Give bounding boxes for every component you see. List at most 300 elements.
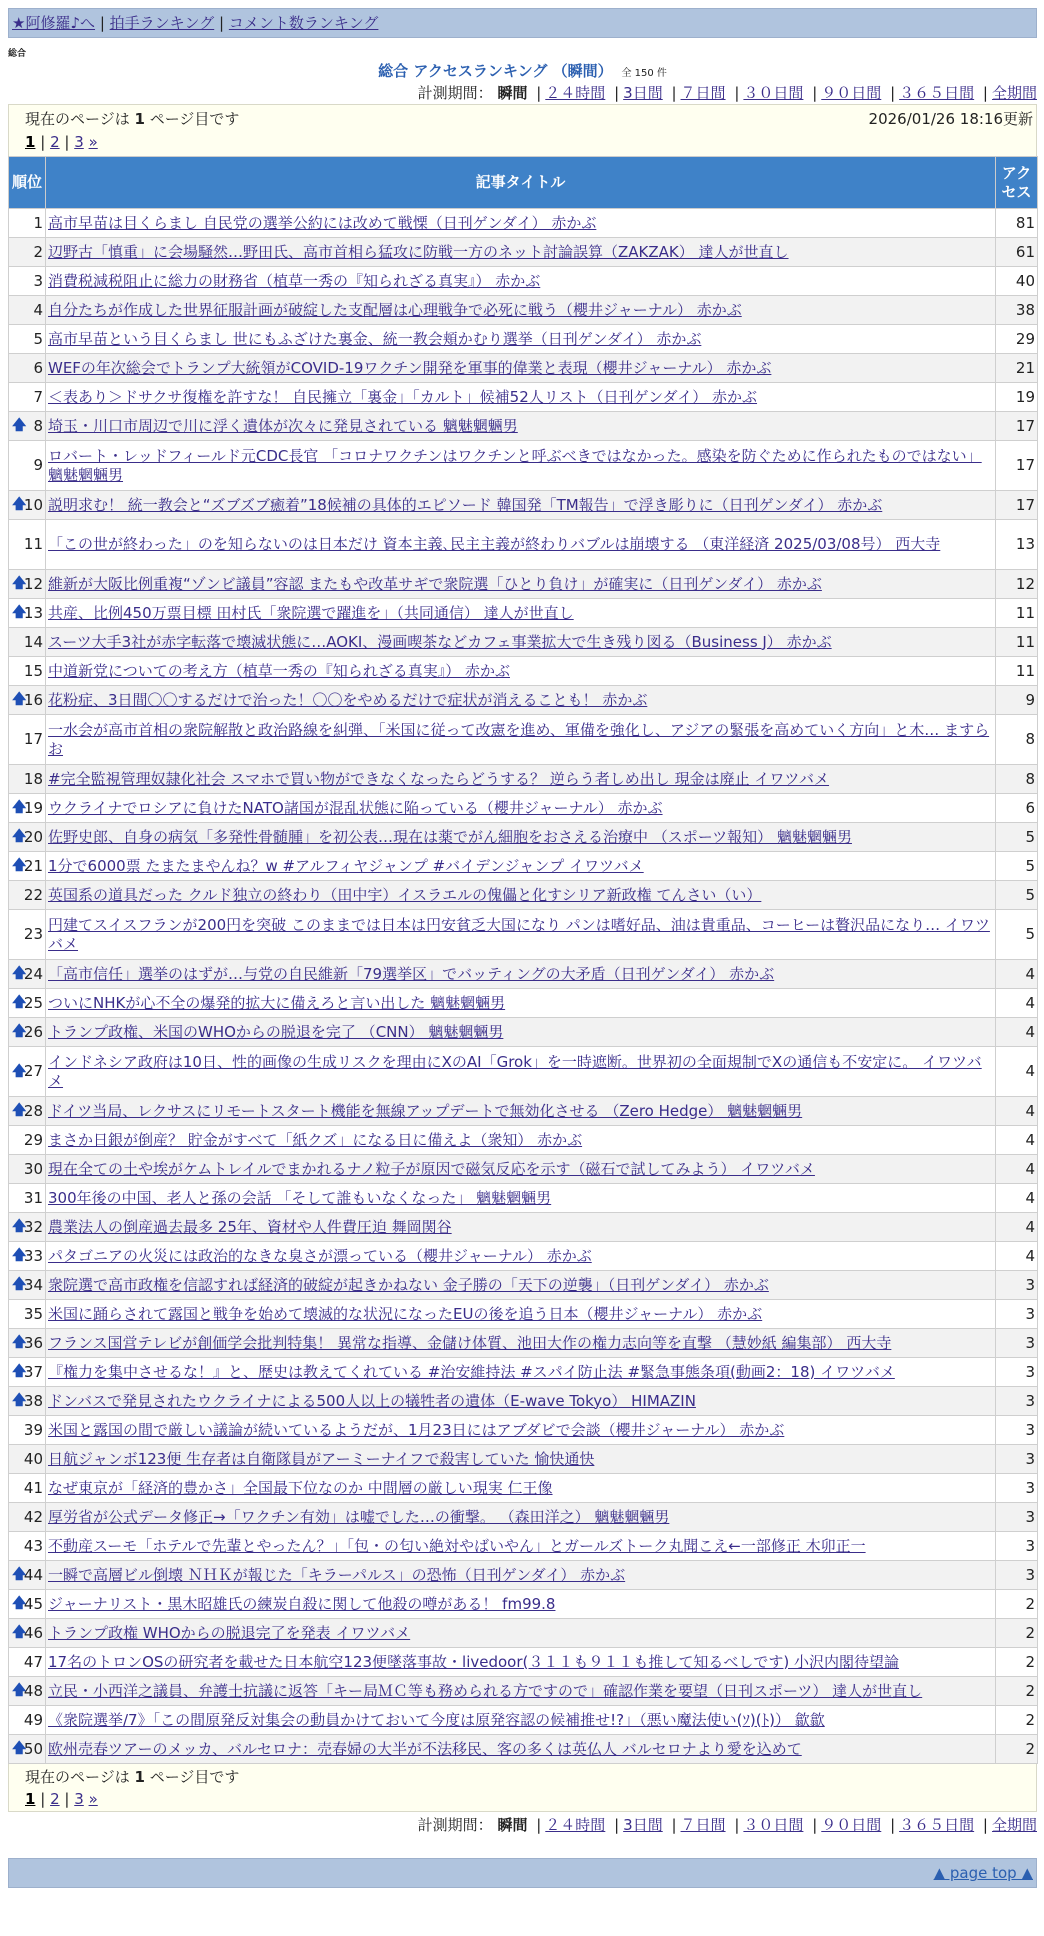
pager-separator: | [64, 133, 70, 151]
access-count: 38 [996, 296, 1038, 325]
article-link[interactable]: 厚労省が公式データ修正→「ワクチン有効」は嘘でした…の衝撃。 （森田洋之） 魑魅魍魎男 [48, 1507, 670, 1526]
period-separator: | [536, 1816, 542, 1834]
rank-number: 30 [23, 1159, 43, 1178]
period-link-365d[interactable]: ３６５日間 [899, 84, 975, 102]
access-count: 12 [996, 570, 1038, 599]
period-link-90d[interactable]: ９０日間 [821, 84, 882, 102]
title-cell [46, 852, 996, 881]
article-link[interactable]: ＜表あり＞ドサクサ復権を許すな！ 自民擁立「裏金」「カルト」候補52人リスト（日刊ゲンダイ） 赤かぶ [48, 387, 758, 406]
rank-cell [9, 1155, 46, 1184]
period-link-all[interactable]: 全期間 [991, 1816, 1037, 1834]
rank-cell [9, 1329, 46, 1358]
nav-separator: | [99, 14, 105, 32]
access-count: 13 [996, 520, 1038, 570]
rank-cell [9, 1619, 46, 1648]
rank-up-arrow-icon: 🡅 [12, 1740, 27, 1757]
page-top-link[interactable]: ▲ page top ▲ [933, 1864, 1033, 1882]
rank-cell [9, 1018, 46, 1047]
article-link[interactable]: フランス国営テレビが創価学会批判特集！ 異常な指導、金儲け体質、池田大作の権力志向等を直撃 （慧妙紙 編集部） 西大寺 [48, 1333, 892, 1352]
access-count: 3 [996, 1561, 1038, 1590]
title-cell [46, 1561, 996, 1590]
rank-number: 46 [23, 1623, 43, 1642]
table-row [9, 1018, 1038, 1047]
article-link[interactable]: ついにNHKが心不全の爆発的拡大に備えろと言い出した 魑魅魍魎男 [48, 993, 506, 1012]
rank-number: 10 [23, 495, 43, 514]
article-link[interactable]: 米国と露国の間で厳しい議論が続いているようだが、1月23日にはアブダビで会談（櫻井ジャーナル） 赤かぶ [48, 1420, 785, 1439]
updated-time: 2026/01/26 18:16更新 [868, 110, 1033, 128]
title-cell [46, 441, 996, 491]
access-count: 4 [996, 1126, 1038, 1155]
rank-up-arrow-icon: 🡅 [12, 1595, 27, 1612]
article-link[interactable]: 日航ジャンボ123便 生存者は自衛隊員がアーミーナイフで殺害していた 愉快通快 [48, 1449, 595, 1468]
article-link[interactable]: 説明求む！ 統一教会と“ズブズブ癒着”18候補の具体的エピソード 韓国発「TM報告」で浮き彫りに（日刊ゲンダイ） 赤かぶ [48, 495, 883, 514]
rank-cell [9, 209, 46, 238]
rank-cell [9, 412, 46, 441]
rank-number: 36 [23, 1333, 43, 1352]
article-link[interactable]: 佐野史郎、自身の病気「多発性骨髄腫」を初公表…現在は薬でがん細胞をおさえる治療中 （スポーツ報知） 魑魅魍魎男 [48, 827, 852, 846]
rank-number: 39 [23, 1420, 43, 1439]
period-separator: | [671, 84, 677, 102]
rank-cell [9, 960, 46, 989]
title-cell [46, 1474, 996, 1503]
article-link[interactable]: まさか日銀が倒産？ 貯金がすべて「紙クズ」になる日に備えよ（衆知） 赤かぶ [48, 1130, 583, 1149]
table-row [9, 852, 1038, 881]
rank-cell [9, 823, 46, 852]
rank-cell [9, 1532, 46, 1561]
rank-number: 44 [23, 1565, 43, 1584]
rank-number: 18 [23, 769, 43, 788]
rank-number: 12 [23, 574, 43, 593]
rank-cell [9, 1047, 46, 1097]
table-row [9, 599, 1038, 628]
access-count: 3 [996, 1416, 1038, 1445]
article-link[interactable]: パタゴニアの火災には政治的なきな臭さが漂っている（櫻井ジャーナル） 赤かぶ [48, 1246, 592, 1265]
access-count: 5 [996, 852, 1038, 881]
title-cell [46, 1532, 996, 1561]
rank-cell [9, 1242, 46, 1271]
rank-number: 19 [23, 798, 43, 817]
page-suffix: ページ目です [149, 1768, 240, 1786]
access-count: 4 [996, 1047, 1038, 1097]
period-label: 計測期間： [417, 1816, 493, 1834]
title-cell [46, 296, 996, 325]
pager-separator: | [64, 1790, 70, 1808]
article-link[interactable]: 農業法人の倒産過去最多 25年、資材や人件費圧迫 舞岡関谷 [48, 1217, 452, 1236]
title-cell [46, 1126, 996, 1155]
title-cell [46, 1184, 996, 1213]
rank-cell [9, 686, 46, 715]
table-row [9, 686, 1038, 715]
rank-number: 50 [23, 1739, 43, 1758]
article-link[interactable]: 花粉症、3日間〇〇するだけで治った！〇〇をやめるだけで症状が消えることも！ 赤かぶ [48, 690, 648, 709]
article-link[interactable]: 『権力を集中させるな！』と、歴史は教えてくれている #治安維持法 #スパイ防止法 #緊急事態条項(動画2：18) イワツバメ [48, 1362, 895, 1381]
rank-up-arrow-icon: 🡅 [12, 1063, 27, 1079]
article-link[interactable]: ドイツ当局、レクサスにリモートスタート機能を無線アップデートで無効化させる （Zero Hedge） 魑魅魍魎男 [48, 1101, 803, 1120]
rank-number: 28 [23, 1101, 43, 1120]
table-row [9, 715, 1038, 765]
table-row [9, 1387, 1038, 1416]
article-link[interactable]: 1分で6000票 たまたまやんね？w #アルフィヤジャンプ #バイデンジャンプ イワツバメ [48, 856, 644, 875]
rank-cell [9, 1561, 46, 1590]
rank-cell [9, 325, 46, 354]
rank-up-arrow-icon: 🡅 [12, 1682, 27, 1699]
article-link[interactable]: 不動産スーモ「ホテルで先輩とやったん？」「包・の匂い絶対やばいやん」とガールズトーク丸聞こえ←一部修正 木卯正一 [48, 1536, 866, 1555]
article-link[interactable]: ウクライナでロシアに負けたNATO諸国が混乱状態に陥っている（櫻井ジャーナル） 赤かぶ [48, 798, 663, 817]
table-row [9, 657, 1038, 686]
access-count: 5 [996, 910, 1038, 960]
table-row [9, 1474, 1038, 1503]
table-row [9, 1735, 1038, 1764]
access-count: 3 [996, 1387, 1038, 1416]
rank-number: 47 [23, 1652, 43, 1671]
article-link[interactable]: なぜ東京が「経済的豊かさ」全国最下位なのか 中間層の厳しい現実 仁王像 [48, 1478, 553, 1497]
pager-next[interactable]: » [88, 133, 98, 151]
period-link-365d[interactable]: ３６５日間 [899, 1816, 975, 1834]
access-count: 3 [996, 1271, 1038, 1300]
title-cell [46, 628, 996, 657]
rank-number: 3 [33, 271, 43, 290]
access-count: 5 [996, 881, 1038, 910]
article-link[interactable]: 消費税減税阻止に総力の財務省（植草一秀の『知られざる真実』） 赤かぶ [48, 271, 541, 290]
page-number: 1 [134, 110, 145, 128]
rank-number: 38 [23, 1391, 43, 1410]
article-link[interactable]: 維新が大阪比例重複“ゾンビ議員”容認 またもや改革サギで衆院選「ひとり負け」が確実に（日刊ゲンダイ） 赤かぶ [48, 574, 822, 593]
rank-cell [9, 1184, 46, 1213]
access-count: 4 [996, 1097, 1038, 1126]
title-cell [46, 1706, 996, 1735]
period-selector-top [8, 82, 1037, 104]
access-count: 21 [996, 354, 1038, 383]
rank-number: 26 [23, 1022, 43, 1041]
rank-number: 17 [23, 730, 43, 748]
access-count: 3 [996, 1300, 1038, 1329]
article-link[interactable]: 埼玉・川口市周辺で川に浮く遺体が次々に発見されている 魑魅魍魎男 [48, 416, 518, 435]
period-link-7d[interactable]: ７日間 [680, 84, 726, 102]
rank-number: 32 [23, 1217, 43, 1236]
access-count: 17 [996, 441, 1038, 491]
table-header-row [9, 157, 1038, 209]
rank-cell [9, 1126, 46, 1155]
article-link[interactable]: インドネシア政府は10日、性的画像の生成リスクを理由にXのAI「Grok」を一時遮断。世界初の全面規制でXの通信も不安定に。 イワツバメ [48, 1052, 982, 1090]
rank-up-arrow-icon: 🡅 [12, 965, 27, 982]
table-row [9, 1271, 1038, 1300]
period-separator: | [982, 84, 988, 102]
article-link[interactable]: WEFの年次総会でトランプ大統領がCOVID-19ワクチン開発を軍事的偉業と表現（櫻井ジャーナル） 赤かぶ [48, 358, 772, 377]
pager-link-3[interactable]: 3 [74, 1790, 84, 1808]
table-row [9, 1416, 1038, 1445]
period-link-30d[interactable]: ３０日間 [743, 84, 804, 102]
period-link-24h[interactable]: ２４時間 [545, 1816, 606, 1834]
pager-top [25, 131, 1033, 153]
rank-up-arrow-icon: 🡅 [12, 604, 27, 621]
table-row [9, 1155, 1038, 1184]
access-count: 3 [996, 1358, 1038, 1387]
rank-number: 7 [33, 387, 43, 406]
rank-number: 21 [23, 856, 43, 875]
period-selector-bottom [8, 1814, 1037, 1836]
article-link[interactable]: 共産、比例450万票目標 田村氏「衆院選で躍進を」（共同通信） 達人が世直し [48, 603, 574, 622]
period-separator: | [536, 84, 542, 102]
access-count: 81 [996, 209, 1038, 238]
article-link[interactable]: ジャーナリスト・黒木昭雄氏の練炭自殺に関して他殺の噂がある！ fm99.8 [48, 1594, 556, 1613]
article-link[interactable]: 現在全ての土や埃がケムトレイルでまかれるナノ粒子が原因で磁気反応を示す（磁石で試してみよう） イワツバメ [48, 1159, 815, 1178]
page-info-bottom [8, 1764, 1037, 1812]
rank-cell [9, 989, 46, 1018]
title-cell [46, 1503, 996, 1532]
title-cell [46, 267, 996, 296]
period-link-7d[interactable]: ７日間 [680, 1816, 726, 1834]
comment-ranking-link[interactable]: コメント数ランキング [228, 14, 379, 32]
title-cell [46, 1213, 996, 1242]
col-title-header: 記事タイトル [46, 157, 996, 209]
rank-up-arrow-icon: 🡅 [12, 417, 27, 434]
rank-cell [9, 1677, 46, 1706]
page-title: 総合 アクセスランキング （瞬間） [378, 62, 613, 80]
table-row [9, 1213, 1038, 1242]
period-link-30d[interactable]: ３０日間 [743, 1816, 804, 1834]
rank-number: 15 [23, 661, 43, 680]
table-row [9, 1503, 1038, 1532]
total-count: 全 150 件 [621, 68, 667, 79]
rank-up-arrow-icon: 🡅 [12, 1102, 27, 1119]
rank-up-arrow-icon: 🡅 [12, 691, 27, 708]
access-count: 40 [996, 267, 1038, 296]
period-separator: | [614, 84, 620, 102]
page-title-line [8, 60, 1037, 82]
table-row [9, 1590, 1038, 1619]
ranking-table [8, 156, 1038, 1764]
table-row [9, 325, 1038, 354]
title-cell [46, 1300, 996, 1329]
pager-current: 1 [25, 1790, 36, 1808]
title-cell [46, 794, 996, 823]
pager-link-3[interactable]: 3 [74, 133, 84, 151]
article-link[interactable]: #完全監視管理奴隷化社会 スマホで買い物ができなくなったらどうする？ 逆らう者しめ出し 現金は廃止 イワツバメ [48, 769, 830, 788]
title-cell [46, 383, 996, 412]
table-row [9, 520, 1038, 570]
back-link[interactable]: ★阿修羅♪へ [12, 14, 96, 32]
article-link[interactable]: 17名のトロンOSの研究者を載せた日本航空123便墜落事故・livedoor(３１１も９１１も推して知るべしです) 小沢内閣待望論 [48, 1652, 900, 1671]
rank-cell [9, 628, 46, 657]
access-count: 2 [996, 1648, 1038, 1677]
period-link-all[interactable]: 全期間 [991, 84, 1037, 102]
rank-number: 6 [33, 358, 43, 377]
article-link[interactable]: 一瞬で高層ビル倒壊 ＮＨＫが報じた「キラーパルス」の恐怖（日刊ゲンダイ） 赤かぶ [48, 1565, 626, 1584]
rank-cell [9, 1358, 46, 1387]
rank-number: 14 [23, 632, 43, 651]
article-link[interactable]: トランプ政権 WHOからの脱退完了を発表 イワツバメ [48, 1623, 411, 1642]
page-suffix: ページ目です [149, 110, 240, 128]
title-cell [46, 1387, 996, 1416]
article-link[interactable]: 英国系の道具だった クルド独立の終わり（田中宇）イスラエルの傀儡と化すシリア新政権 てんさい（い） [48, 885, 762, 904]
rank-number: 9 [33, 456, 43, 474]
period-separator: | [671, 1816, 677, 1834]
table-row [9, 296, 1038, 325]
article-link[interactable]: 「高市信任」選挙のはずが…与党の自民維新「79選挙区」でバッティングの大矛盾（日刊ゲンダイ） 赤かぶ [48, 964, 775, 983]
article-link[interactable]: 自分たちが作成した世界征服計画が破綻した支配層は心理戦争で必死に戦う（櫻井ジャーナル） 赤かぶ [48, 300, 742, 319]
title-cell [46, 520, 996, 570]
rank-number: 22 [23, 885, 43, 904]
title-cell [46, 1329, 996, 1358]
title-cell [46, 1155, 996, 1184]
rank-number: 27 [23, 1062, 43, 1080]
access-count: 3 [996, 1445, 1038, 1474]
article-link[interactable]: 円建てスイスフランが200円を突破 このままでは日本は円安貧乏大国になり パンは嗜好品、油は貴重品、コーヒーは贅沢品になり… イワツバメ [48, 915, 990, 953]
rank-number: 43 [23, 1536, 43, 1555]
rank-number: 35 [23, 1304, 43, 1323]
rank-number: 8 [33, 416, 43, 435]
rank-cell [9, 1387, 46, 1416]
access-count: 3 [996, 1532, 1038, 1561]
article-link[interactable]: ロバート・レッドフィールド元CDC長官 「コロナワクチンはワクチンと呼ぶべきではなかった。感染を防ぐために作られたものではない」 魑魅魍魎男 [48, 446, 982, 484]
period-separator: | [812, 84, 818, 102]
access-count: 4 [996, 1184, 1038, 1213]
article-link[interactable]: 高市早苗は目くらまし 自民党の選挙公約には改めて戦慄（日刊ゲンダイ） 赤かぶ [48, 213, 597, 232]
title-cell [46, 823, 996, 852]
rank-number: 25 [23, 993, 43, 1012]
rank-cell [9, 296, 46, 325]
table-row [9, 881, 1038, 910]
access-count: 19 [996, 383, 1038, 412]
rank-cell [9, 765, 46, 794]
clap-ranking-link[interactable]: 拍手ランキング [109, 14, 215, 32]
table-row [9, 960, 1038, 989]
rank-cell [9, 383, 46, 412]
access-count: 11 [996, 657, 1038, 686]
rank-number: 1 [33, 213, 43, 232]
table-row [9, 412, 1038, 441]
table-row [9, 1619, 1038, 1648]
pager-current: 1 [25, 133, 36, 151]
title-cell [46, 960, 996, 989]
access-count: 17 [996, 412, 1038, 441]
rank-cell [9, 881, 46, 910]
article-link[interactable]: 衆院選で高市政権を信認すれば経済的破綻が起きかねない 金子勝の「天下の逆襲」（日刊ゲンダイ） 赤かぶ [48, 1275, 769, 1294]
access-count: 8 [996, 765, 1038, 794]
rank-number: 33 [23, 1246, 43, 1265]
access-count: 11 [996, 599, 1038, 628]
pager-separator: | [40, 133, 46, 151]
table-row [9, 1097, 1038, 1126]
article-link[interactable]: 「この世が終わった」のを知らないのは日本だけ 資本主義､民主主義が終わりバブルは崩壊する （東洋経済 2025/03/08号） 西大寺 [48, 535, 941, 553]
rank-cell [9, 657, 46, 686]
rank-cell [9, 1213, 46, 1242]
article-link[interactable]: 300年後の中国、老人と孫の会話 「そして誰もいなくなった」 魑魅魍魎男 [48, 1188, 552, 1207]
article-link[interactable]: 一水会が高市首相の衆院解散と政治路線を糾弾、「米国に従って改憲を進め、軍備を強化し、アジアの緊張を高めていく方向」と木… ますらお [48, 720, 990, 758]
rank-up-arrow-icon: 🡅 [12, 1247, 27, 1264]
access-count: 61 [996, 238, 1038, 267]
period-separator: | [734, 84, 740, 102]
table-row [9, 383, 1038, 412]
table-row [9, 794, 1038, 823]
table-row [9, 1561, 1038, 1590]
table-row [9, 765, 1038, 794]
access-count: 2 [996, 1677, 1038, 1706]
table-row [9, 441, 1038, 491]
period-label: 計測期間： [417, 84, 493, 102]
table-row [9, 238, 1038, 267]
table-row [9, 910, 1038, 960]
rank-number: 40 [23, 1449, 43, 1468]
table-row [9, 1358, 1038, 1387]
article-link[interactable]: 欧州売春ツアーのメッカ、バルセロナ：売春婦の大半が不法移民、客の多くは英仏人 バルセロナより愛を込めて [48, 1739, 802, 1758]
rank-up-arrow-icon: 🡅 [12, 1023, 27, 1040]
table-row [9, 209, 1038, 238]
access-count: 9 [996, 686, 1038, 715]
table-row [9, 491, 1038, 520]
access-count: 2 [996, 1619, 1038, 1648]
pager-bottom [25, 1788, 1033, 1810]
page-info-top [8, 104, 1037, 156]
rank-number: 48 [23, 1681, 43, 1700]
table-row [9, 1648, 1038, 1677]
rank-cell [9, 715, 46, 765]
rank-number: 11 [23, 535, 43, 553]
rank-up-arrow-icon: 🡅 [12, 1334, 27, 1351]
article-link[interactable]: ドンバスで発見されたウクライナによる500人以上の犠牲者の遺体（E-wave Tokyo） HIMAZIN [48, 1391, 696, 1410]
rank-cell [9, 441, 46, 491]
title-cell [46, 910, 996, 960]
pager-next[interactable]: » [88, 1790, 98, 1808]
period-link-3d[interactable]: 3日間 [623, 1816, 663, 1834]
period-link-24h[interactable]: ２４時間 [545, 84, 606, 102]
access-count: 8 [996, 715, 1038, 765]
footer-bar [8, 1858, 1037, 1888]
title-cell [46, 1018, 996, 1047]
access-count: 17 [996, 491, 1038, 520]
article-link[interactable]: トランプ政権、米国のWHOからの脱退を完了 （CNN） 魑魅魍魎男 [48, 1022, 504, 1041]
access-count: 2 [996, 1735, 1038, 1764]
article-link[interactable]: スーツ大手3社が赤字転落で壊滅状態に…AOKI、漫画喫茶などカフェ事業拡大で生き残り図る（Business J） 赤かぶ [48, 632, 832, 651]
article-link[interactable]: 立民・小西洋之議員、弁護士抗議に返答「キー局ＭＣ等も務められる方ですので」確認作業を要望（日刊スポーツ） 達人が世直し [48, 1681, 923, 1700]
rank-up-arrow-icon: 🡅 [12, 1276, 27, 1293]
article-link[interactable]: 《衆院選挙/7》「この間原発反対集会の動員かけておいて今度は原発容認の候補推せ!?」（悪い魔法使い(ｿ)(ﾄ)） 歙歙 [48, 1710, 825, 1729]
rank-number: 13 [23, 603, 43, 622]
rank-number: 29 [23, 1130, 43, 1149]
table-row [9, 354, 1038, 383]
pager-link-2[interactable]: 2 [50, 133, 60, 151]
title-cell [46, 1445, 996, 1474]
title-cell [46, 715, 996, 765]
title-cell [46, 881, 996, 910]
col-rank-header: 順位 [9, 157, 46, 209]
rank-cell [9, 1474, 46, 1503]
title-cell [46, 325, 996, 354]
pager-link-2[interactable]: 2 [50, 1790, 60, 1808]
table-row [9, 1706, 1038, 1735]
table-row [9, 1532, 1038, 1561]
page-prefix: 現在のページは [25, 110, 130, 128]
rank-up-arrow-icon: 🡅 [12, 1566, 27, 1583]
article-link[interactable]: 中道新党についての考え方（植草一秀の『知られざる真実』） 赤かぶ [48, 661, 510, 680]
rank-cell [9, 1706, 46, 1735]
period-link-90d[interactable]: ９０日間 [821, 1816, 882, 1834]
article-link[interactable]: 高市早苗という目くらまし 世にもふざけた裏金、統一教会頬かむり選挙（日刊ゲンダイ） 赤かぶ [48, 329, 702, 348]
rank-number: 2 [33, 242, 43, 261]
table-row [9, 1184, 1038, 1213]
article-link[interactable]: 米国に踊らされて露国と戦争を始めて壊滅的な状況になったEUの後を追う日本（櫻井ジャーナル） 赤かぶ [48, 1304, 763, 1323]
period-link-3d[interactable]: 3日間 [623, 84, 663, 102]
title-cell [46, 412, 996, 441]
rank-cell [9, 1416, 46, 1445]
title-cell [46, 1271, 996, 1300]
pager-separator: | [40, 1790, 46, 1808]
access-count: 2 [996, 1706, 1038, 1735]
article-link[interactable]: 辺野古「慎重」に会場騒然…野田氏、高市首相ら猛攻に防戦一方のネット討論誤算（ZAKZAK） 達人が世直し [48, 242, 789, 261]
rank-number: 31 [23, 1188, 43, 1207]
rank-number: 23 [23, 925, 43, 943]
table-row [9, 628, 1038, 657]
